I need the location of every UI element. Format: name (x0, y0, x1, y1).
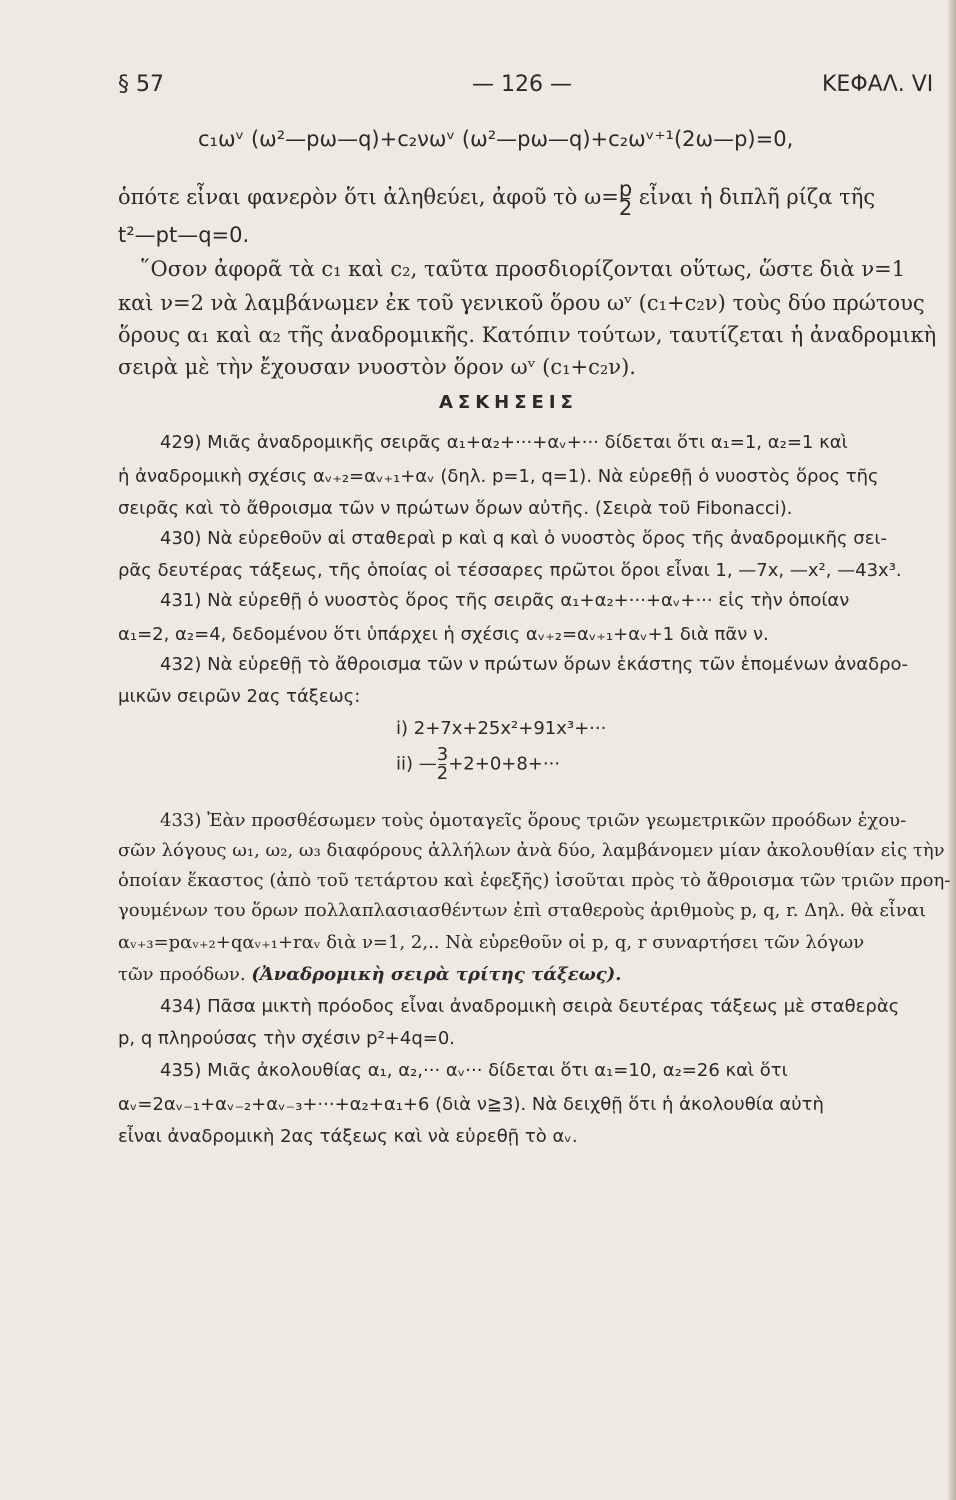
exercise-430-line-2: ρᾶς δευτέρας τάξεως, τῆς ὁποίας οἱ τέσσαρες πρῶτοι ὅροι εἶναι 1, —7x, —x², —43x³. (118, 560, 902, 581)
equation-line: c₁ωᵛ (ω²—pω—q)+c₂νωᵛ (ω²—pω—q)+c₂ωᵛ⁺¹(2ω—p)=0, (198, 127, 794, 151)
page-number: — 126 — (472, 72, 572, 97)
page-edge-shadow (948, 0, 956, 1500)
exercise-432-item-i: i) 2+7x+25x²+91x³+··· (396, 718, 607, 739)
exercise-435-line-1: 435) Μιᾶς ἀκολουθίας α₁, α₂,··· αᵥ··· δίδεται ὅτι α₁=10, α₂=26 καὶ ὅτι (160, 1060, 788, 1081)
exercise-433-line-1: 433) Ἐὰν προσθέσωμεν τοὺς ὁμοταγεῖς ὅρους τριῶν γεωμετρικῶν προόδων ἐχου- (160, 810, 907, 831)
exercise-433-line-6 (118, 962, 622, 988)
exercise-434-line-2: p, q πληρούσας τὴν σχέσιν p²+4q=0. (118, 1028, 456, 1049)
exercise-433-line-5: αᵥ₊₃=pαᵥ₊₂+qαᵥ₊₁+rαᵥ διὰ ν=1, 2,.. Νὰ εὑρεθοῦν οἱ p, q, r συναρτήσει τῶν λόγων (118, 932, 865, 953)
exercise-431-line-1: 431) Νὰ εὑρεθῇ ὁ νυοστὸς ὅρος τῆς σειρᾶς α₁+α₂+···+αᵥ+··· εἰς τὴν ὁποίαν (160, 590, 850, 611)
exercise-429-line-2: ἡ ἀναδρομικὴ σχέσις αᵥ₊₂=αᵥ₊₁+αᵥ (δηλ. p=1, q=1). Νὰ εὑρεθῇ ὁ νυοστὸς ὅρος τῆς (118, 466, 879, 487)
paragraph-1-line-2: t²—pt—q=0. (118, 223, 250, 247)
paragraph-2-line-3: ὅρους α₁ καὶ α₂ τῆς ἀναδρομικῆς. Κατόπιν τούτων, ταυτίζεται ἡ ἀναδρομικὴ (118, 323, 937, 347)
exercise-433-answer: (Ἀναδρομικὴ σειρὰ τρίτης τάξεως). (251, 964, 622, 985)
exercise-432-item-ii (396, 746, 560, 783)
paragraph-2-line-2: καὶ ν=2 νὰ λαμβάνωμεν ἐκ τοῦ γενικοῦ ὅρου ωᵛ (c₁+c₂ν) τοὺς δύο πρώτους (118, 291, 925, 315)
exercise-435-line-3: εἶναι ἀναδρομικὴ 2ας τάξεως καὶ νὰ εὑρεθῇ τὸ αᵥ. (118, 1126, 578, 1147)
fraction-denominator: 2 (436, 763, 449, 784)
exercise-430-line-1: 430) Νὰ εὑρεθοῦν αἱ σταθεραὶ p καὶ q καὶ ὁ νυοστὸς ὅρος τῆς ἀναδρομικῆς σει- (160, 528, 888, 549)
three-halves-fraction (437, 746, 448, 783)
exercise-435-line-2: αᵥ=2αᵥ₋₁+αᵥ₋₂+αᵥ₋₃+···+α₂+α₁+6 (διὰ ν≧3). Νὰ δειχθῇ ὅτι ἡ ἀκολουθία αὐτὴ (118, 1094, 824, 1115)
exercise-431-line-2: α₁=2, α₂=4, δεδομένου ὅτι ὑπάρχει ἡ σχέσις αᵥ₊₂=αᵥ₊₁+αᵥ+1 διὰ πᾶν ν. (118, 624, 769, 645)
paragraph-1-text-before: ὁπότε εἶναι φανερὸν ὅτι ἀληθεύει, ἀφοῦ τὸ ω= (118, 185, 619, 209)
fraction-denominator: 2 (618, 196, 633, 220)
exercise-432-line-1: 432) Νὰ εὑρεθῇ τὸ ἄθροισμα τῶν ν πρώτων ὅρων ἑκάστης τῶν ἑπομένων ἀναδρο- (160, 654, 909, 675)
chapter-label: ΚΕΦΑΛ. VI (822, 72, 934, 97)
exercise-432-line-2: μικῶν σειρῶν 2ας τάξεως: (118, 686, 361, 707)
item-ii-prefix: ii) — (396, 753, 437, 775)
exercise-429-line-3: σειρᾶς καὶ τὸ ἄθροισμα τῶν ν πρώτων ὅρων αὐτῆς. (Σειρὰ τοῦ Fibonacci). (118, 498, 793, 519)
exercises-heading: ΑΣΚΗΣΕΙΣ (439, 392, 578, 413)
paragraph-1-line-1 (118, 177, 876, 220)
paragraph-2-line-4: σειρὰ μὲ τὴν ἔχουσαν νυοστὸν ὅρον ωᵛ (c₁+c₂ν). (118, 355, 636, 379)
exercise-433-text: τῶν προόδων. (118, 964, 246, 985)
exercise-429-line-1: 429) Μιᾶς ἀναδρομικῆς σειρᾶς α₁+α₂+···+αᵥ+··· δίδεται ὅτι α₁=1, α₂=1 καὶ (160, 432, 848, 453)
paragraph-2-line-1: ῞Οσον ἀφορᾶ τὰ c₁ καὶ c₂, ταῦτα προσδιορίζονται οὕτως, ὥστε διὰ ν=1 (140, 257, 906, 281)
paragraph-1-text-after: εἶναι ἡ διπλῆ ρίζα τῆς (638, 185, 876, 209)
p-over-2-fraction (618, 177, 633, 220)
exercise-434-line-1: 434) Πᾶσα μικτὴ πρόοδος εἶναι ἀναδρομικὴ σειρὰ δευτέρας τάξεως μὲ σταθερὰς (160, 996, 900, 1017)
exercise-433-line-3: ὁποίαν ἕκαστος (ἀπὸ τοῦ τετάρτου καὶ ἐφεξῆς) ἰσοῦται πρὸς τὸ ἄθροισμα τῶν τριῶν προη- (118, 870, 951, 891)
exercise-433-line-2: σῶν λόγους ω₁, ω₂, ω₃ διαφόρους ἀλλήλων ἀνὰ δύο, λαμβάνομεν μίαν ἀκολουθίαν εἰς τὴν (118, 840, 945, 861)
item-ii-suffix: +2+0+8+··· (448, 753, 561, 775)
fraction-numerator: 3 (436, 744, 449, 765)
exercise-433-line-4: γουμένων του ὅρων πολλαπλασιασθέντων ἐπὶ σταθεροὺς ἀριθμοὺς p, q, r. Δηλ. θὰ εἶναι (118, 900, 927, 921)
section-number: § 57 (118, 72, 164, 97)
fraction-numerator: p (618, 177, 633, 201)
